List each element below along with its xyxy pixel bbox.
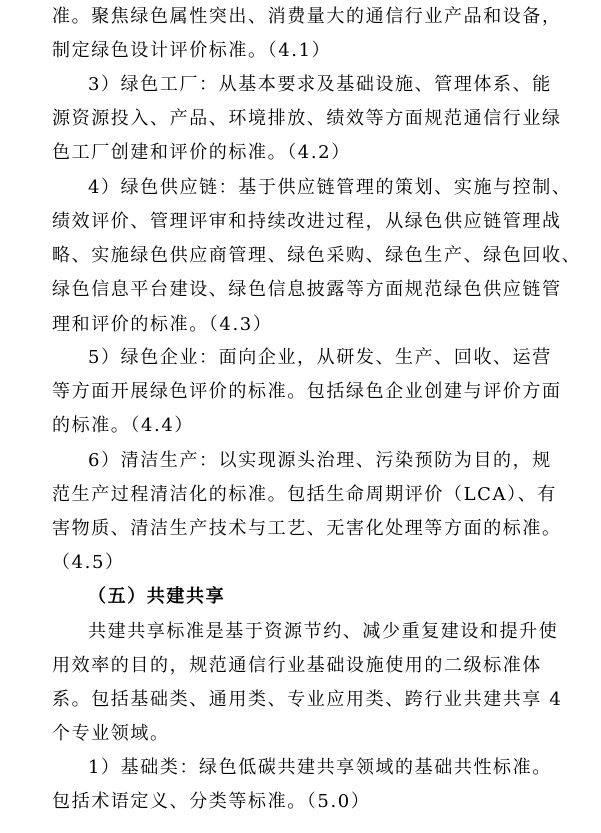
text-line: 略、实施绿色供应商管理、绿色采购、绿色生产、绿色回收、: [52, 245, 582, 266]
text-line: 5）绿色企业：面向企业，从研发、生产、回收、运营: [88, 347, 552, 368]
text-line: （4.5）: [52, 552, 125, 573]
text-line: 3）绿色工厂：从基本要求及基础设施、管理体系、能: [88, 74, 552, 95]
text-line: 理和评价的标准。（4.3）: [52, 314, 273, 335]
text-line: 害物质、清洁生产技术与工艺、无害化处理等方面的标准。: [52, 518, 562, 539]
section-title: （五）共建共享: [88, 586, 226, 607]
text-line: 6）清洁生产：以实现源头治理、污染预防为目的，规: [88, 450, 552, 471]
text-line: 范生产过程清洁化的标准。包括生命周期评价（LCA）、有: [52, 484, 557, 505]
text-line: 的标准。（4.4）: [52, 415, 195, 436]
text-line: 用效率的目的，规范通信行业基础设施使用的二级标准体: [52, 655, 542, 676]
text-line: 源资源投入、产品、环境排放、绩效等方面规范通信行业绿: [52, 108, 562, 129]
text-line: 绩效评价、管理评审和持续改进过程，从绿色供应链管理战: [52, 211, 562, 232]
text-line: 共建共享标准是基于资源节约、减少重复建设和提升使: [88, 621, 559, 642]
text-line: 等方面开展绿色评价的标准。包括绿色企业创建与评价方面: [52, 381, 562, 402]
text-line: 1）基础类：绿色低碳共建共享领域的基础共性标准。: [88, 757, 552, 778]
text-line: 4）绿色供应链：基于供应链管理的策划、实施与控制、: [88, 177, 572, 198]
text-line: 绿色信息平台建设、绿色信息披露等方面规范绿色供应链管: [52, 279, 562, 300]
text-line: 个专业领域。: [52, 723, 170, 744]
text-line: 包括术语定义、分类等标准。（5.0）: [52, 791, 371, 812]
text-line: 系。包括基础类、通用类、专业应用类、跨行业共建共享 4: [52, 689, 563, 710]
text-line: 准。聚焦绿色属性突出、消费量大的通信行业产品和设备，: [52, 6, 562, 27]
text-line: 色工厂创建和评价的标准。（4.2）: [52, 142, 351, 163]
text-line: 制定绿色设计评价标准。（4.1）: [52, 40, 332, 61]
